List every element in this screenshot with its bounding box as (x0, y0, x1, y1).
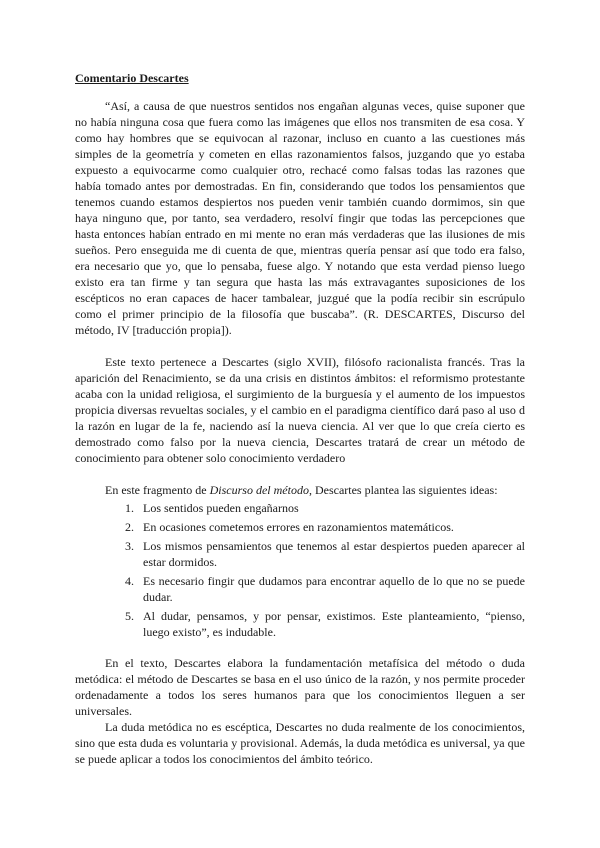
work-title: Discurso del método (209, 483, 309, 497)
document-title: Comentario Descartes (75, 71, 189, 85)
ideas-intro-after: , Descartes plantea las siguientes ideas: (308, 483, 498, 497)
list-item: 2. En ocasiones cometemos errores en razonamientos matemáticos. (137, 519, 525, 535)
list-item: 4. Es necesario fingir que dudamos para encontrar aquello de lo que no se puede dudar. (137, 573, 525, 605)
ideas-intro-before: En este fragmento de (105, 483, 210, 497)
quote-paragraph: “Así, a causa de que nuestros sentidos nos engañan algunas veces, quise suponer que no había ninguna cosa que fuera como las imágenes que ellos nos transmiten de esa cosa. Y como hay hombres que se equivocan al razonar, incluso en cuanto a las cuestiones más simples de la geometría y cometen en ellas razonamientos falsos, juzgando que yo estaba expuesto a equivocarme como cualquier otro, rechacé como falsas todas las razones que había tomado antes por demostradas. En fin, considerando que todos los pensamientos que tenemos cuando estamos despiertos nos pueden venir también cuando dormimos, sin que haya ninguno que, por tanto, sea verdadero, resolví fingir que todas las percepciones que hasta entonces habían entrado en mi mente no eran más verdaderas que las ilusiones de mis sueños. Pero enseguida me di cuenta de que, mientras quería pensar así que todo era falso, era necesario que yo, que lo pensaba, fuese algo. Y notando que esta verdad pienso luego existo era tan firme y tan segura que hasta las más extravagantes suposiciones de los escépticos no eran capaces de hacer tambalear, juzgué que la podía recibir sin escrúpulo como el primer principio de la filosofía que buscaba”. (R. DESCARTES, Discurso del método, IV [traducción propia]). (75, 99, 525, 337)
ideas-intro (105, 482, 525, 498)
analysis-paragraph-2: La duda metódica no es escéptica, Descartes no duda realmente de los conocimientos, sino que esta duda es voluntaria y provisional. Además, la duda metódica es universal, ya que se puede aplicar a todos los conocimientos del ámbito teórico. (75, 720, 525, 766)
ideas-list (75, 500, 525, 640)
list-item: 5. Al dudar, pensamos, y por pensar, existimos. Este planteamiento, “pienso, luego existo”, es indudable. (137, 608, 525, 640)
list-item: 3. Los mismos pensamientos que tenemos al estar despiertos pueden aparecer al estar dormidos. (137, 538, 525, 570)
context-paragraph: Este texto pertenece a Descartes (siglo XVII), filósofo racionalista francés. Tras la aparición del Renacimiento, se da una crisis en distintos ámbitos: el reformismo protestante acaba con la unidad religiosa, el surgimiento de la burguesía y el aumento de los impuestos propicia diversas revueltas sociales, y el cambio en el paradigma científico dará paso al uso d la razón en lugar de la fe, naciendo así la nueva ciencia. Al ver que lo que creía cierto es demostrado como falso por la nueva ciencia, Descartes tratará de crear un método de conocimiento para obtener solo conocimiento verdadero (75, 355, 525, 465)
analysis-paragraph-1: En el texto, Descartes elabora la fundamentación metafísica del método o duda metódica: el método de Descartes se basa en el uso único de la razón, y nos permite proceder ordenadamente a todos los seres humanos para que los conocimientos lleguen a ser universales. (75, 656, 525, 718)
list-item: 1. Los sentidos pueden engañarnos (137, 500, 525, 516)
